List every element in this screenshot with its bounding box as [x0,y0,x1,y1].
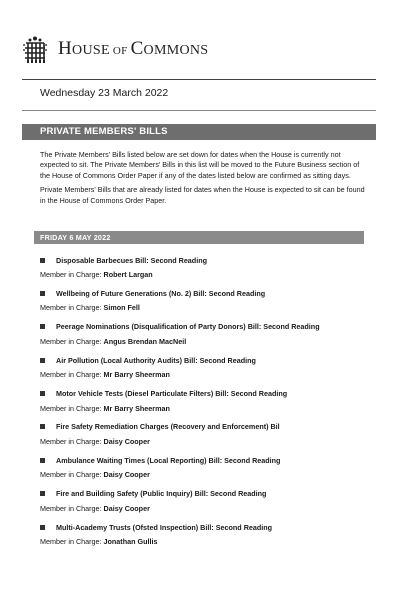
bullet-icon [40,525,45,530]
bullet-icon [40,291,45,296]
intro-paragraph: The Private Members' Bills listed below are set down for dates when the House is currently not expected to sit. The Private Members' Bills in this list will be moved to the Future Business section of the House of Commons Order Paper if any of the dates listed below are confirmed as sitting days. [40,150,360,180]
bullet-icon [40,424,45,429]
member-name: Daisy Cooper [103,503,150,513]
bill-title: Air Pollution (Local Authority Audits) Bill: Second Reading [56,355,256,365]
member-name: Mr Barry Sheerman [103,403,170,413]
bill-title: Fire Safety Remediation Charges (Recovery and Enforcement) Bil [56,422,280,432]
bill-item [40,389,376,422]
section-intro [40,150,366,210]
bill-list [40,255,376,556]
bill-item [40,355,376,388]
day-heading: FRIDAY 6 MAY 2022 [34,231,364,244]
member-label: Member in Charge: [40,436,102,446]
member-name: Angus Brendan MacNeil [103,336,187,346]
bullet-icon [40,358,45,363]
bill-item [40,522,376,555]
bill-title: Disposable Barbecues Bill: Second Reading [56,255,207,265]
section-heading: PRIVATE MEMBERS' BILLS [22,124,376,140]
bill-item [40,489,376,522]
bullet-icon [40,324,45,329]
member-name: Robert Largan [103,270,153,279]
bullet-icon [40,491,45,496]
member-label: Member in Charge: [40,370,102,380]
bullet-icon [40,258,45,263]
member-label: Member in Charge: [40,503,102,513]
member-label: Member in Charge: [40,537,102,547]
member-name: Daisy Cooper [103,436,150,446]
member-label: Member in Charge: [40,470,102,480]
bill-title: Wellbeing of Future Generations (No. 2) Bill: Second Reading [56,288,266,298]
bullet-icon [40,458,45,463]
bill-item [40,422,376,455]
bill-title: Peerage Nominations (Disqualification of Party Donors) Bill: Second Reading [56,322,320,332]
member-name: Jonathan Gullis [103,537,158,547]
member-name: Simon Fell [103,303,140,313]
portcullis-icon [22,35,48,63]
date-rule [22,110,376,111]
header-rule [22,79,376,80]
member-label: Member in Charge: [40,303,102,313]
bullet-icon [40,391,45,396]
house-title: HOUSE OF COMMONS [58,38,209,59]
member-label: Member in Charge: [40,336,102,346]
bill-title: Ambulance Waiting Times (Local Reporting) Bill: Second Reading [56,455,281,465]
member-label: Member in Charge: [40,270,102,279]
bill-item [40,288,376,321]
bill-item [40,455,376,488]
order-paper-date: Wednesday 23 March 2022 [40,87,169,99]
bill-title: Multi-Academy Trusts (Ofsted Inspection) Bill: Second Reading [56,522,273,532]
bill-title: Fire and Building Safety (Public Inquiry) Bill: Second Reading [56,489,267,499]
bill-title: Motor Vehicle Tests (Diesel Particulate Filters) Bill: Second Reading [56,389,288,399]
page-header [22,34,208,64]
member-name: Daisy Cooper [103,470,150,480]
bill-item [40,322,376,355]
intro-paragraph: Private Members' Bills that are already listed for dates when the House is expected to sit can be found in the House of Commons Order Paper. [40,185,365,205]
bill-item [40,255,376,288]
member-label: Member in Charge: [40,403,102,413]
member-name: Mr Barry Sheerman [103,370,170,380]
